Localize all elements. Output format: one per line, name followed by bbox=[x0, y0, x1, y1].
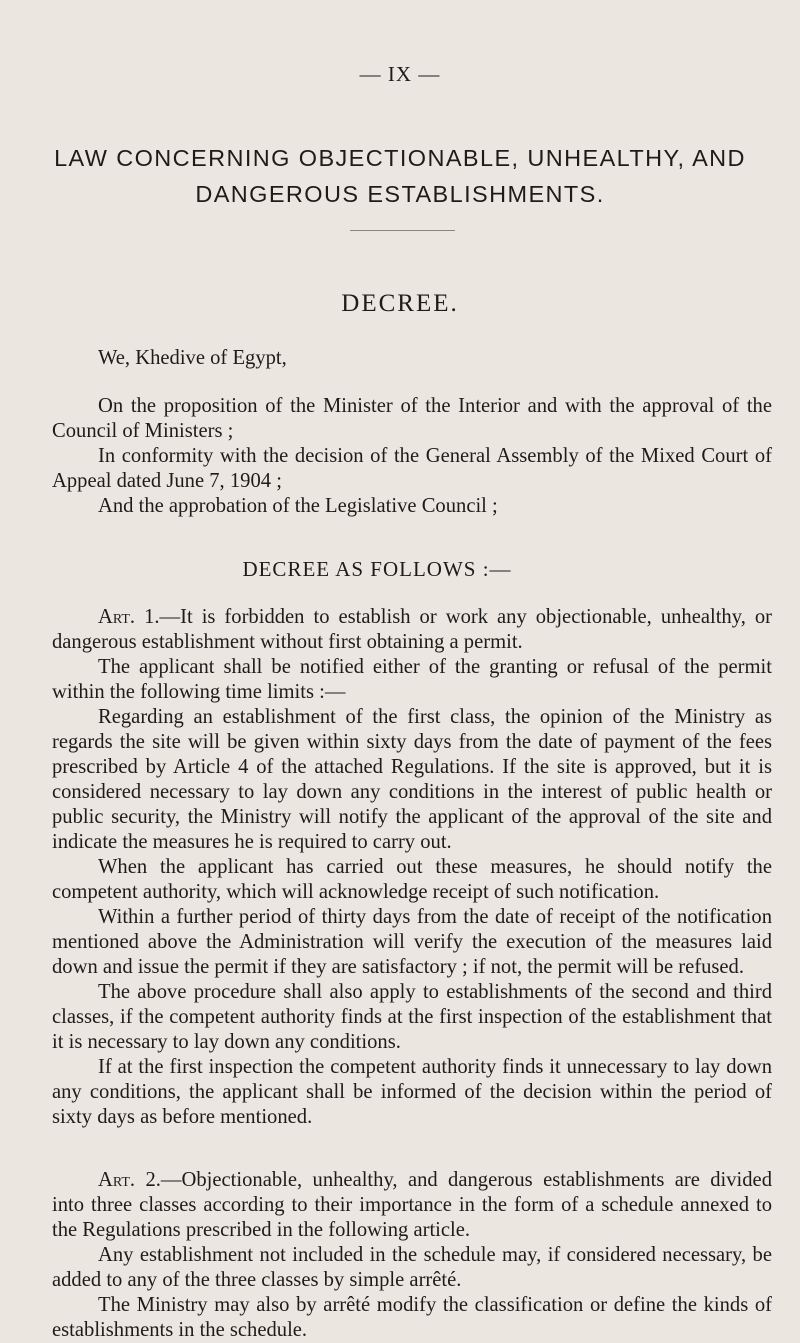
article-1-text: 1.—It is forbidden to establish or work any objectionable, unhealthy, or dangerous establishment without first obtaining a permit. bbox=[52, 606, 772, 653]
article-2-paragraph: Any establishment not included in the schedule may, if considered necessary, be added to any of the three classes by simple arrêté. bbox=[52, 1244, 772, 1291]
article-1-paragraph: The above procedure shall also apply to establishments of the second and third classes, if the competent authority finds at the first inspection of the establishment that it is necessary to lay down any conditions. bbox=[52, 981, 772, 1053]
article-1-paragraph: Regarding an establishment of the first class, the opinion of the Ministry as regards the site will be given within sixty days from the date of payment of the fees prescribed by Article 4 of the attached Regulations. If the site is approved, but it is considered necessary to lay down any conditions in the interest of public health or public security, the Ministry will notify the applicant of the approval of the site and indicate the measures he is required to carry out. bbox=[52, 706, 772, 853]
article-1-label: Art. bbox=[98, 606, 136, 628]
article-2-paragraph: The Ministry may also by arrêté modify the classification or define the kinds of establishments in the schedule. bbox=[52, 1294, 772, 1341]
decree-body bbox=[52, 346, 772, 1343]
article-2-label: Art. bbox=[98, 1169, 136, 1191]
decree-heading: DECREE. bbox=[341, 290, 459, 317]
preamble-we: We, Khedive of Egypt, bbox=[98, 347, 287, 369]
article-1-paragraph bbox=[52, 605, 772, 655]
title-divider bbox=[350, 230, 455, 231]
preamble-paragraph: And the approbation of the Legislative Council ; bbox=[98, 495, 498, 517]
article-1-paragraph: When the applicant has carried out these measures, he should notify the competent authority, which will acknowledge receipt of such notification. bbox=[52, 856, 772, 903]
preamble-paragraph: In conformity with the decision of the General Assembly of the Mixed Court of Appeal dated June 7, 1904 ; bbox=[52, 445, 772, 492]
preamble-paragraph: On the proposition of the Minister of the Interior and with the approval of the Council of Ministers ; bbox=[52, 395, 772, 442]
law-title-line-2: DANGEROUS ESTABLISHMENTS. bbox=[195, 181, 605, 207]
article-1-paragraph: Within a further period of thirty days from the date of receipt of the notification mentioned above the Administration will verify the execution of the measures laid down and issue the permit if they are satisfactory ; if not, the permit will be refused. bbox=[52, 906, 772, 978]
decree-follows-heading: DECREE AS FOLLOWS :— bbox=[242, 557, 512, 581]
article-2-paragraph bbox=[52, 1168, 772, 1243]
article-2-text: 2.—Objectionable, unhealthy, and dangerous establishments are divided into three classes according to their importance in the form of a schedule annexed to the Regulations prescribed in the following article. bbox=[52, 1169, 772, 1241]
page-number: — IX — bbox=[359, 62, 441, 86]
article-1-paragraph: If at the first inspection the competent authority finds it unnecessary to lay down any conditions, the applicant shall be informed of the decision within the period of sixty days as before mentioned. bbox=[52, 1056, 772, 1128]
law-title bbox=[0, 140, 800, 212]
law-title-line-1: LAW CONCERNING OBJECTIONABLE, UNHEALTHY, AND bbox=[54, 145, 746, 171]
article-1-paragraph: The applicant shall be notified either of the granting or refusal of the permit within the following time limits :— bbox=[52, 656, 772, 703]
